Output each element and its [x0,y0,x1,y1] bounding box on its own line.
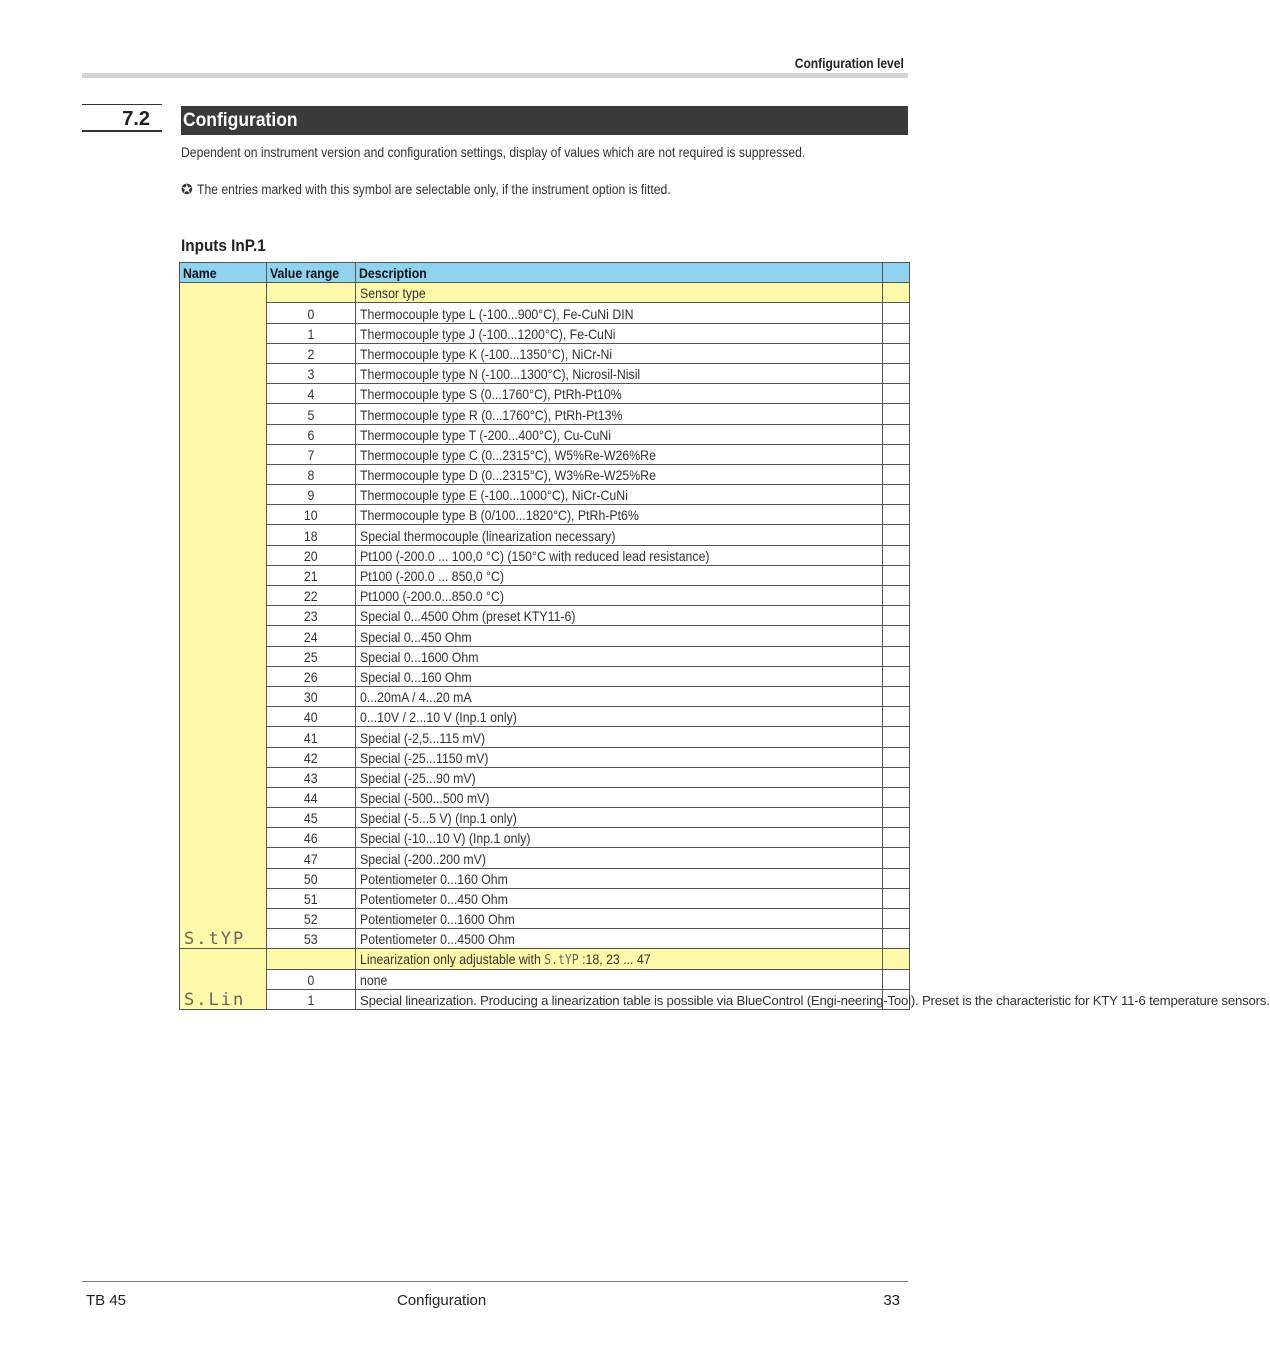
extra-cell [883,565,910,585]
option-value: 23 [267,606,356,626]
table-row [180,444,910,464]
table-row [180,485,910,505]
option-description: none [356,969,883,989]
extra-cell [883,505,910,525]
footer-rule [82,1281,908,1282]
table-row [180,848,910,868]
option-value: 7 [267,444,356,464]
extra-cell [883,363,910,383]
section-title: Configuration [183,110,298,131]
option-description: Thermocouple type L (-100...900°C), Fe-CuNi DIN [356,303,883,323]
option-value: 0 [267,969,356,989]
parameter-name [180,949,267,1010]
table-row [180,646,910,666]
footer-doc-id: TB 45 [86,1292,127,1309]
option-value: 46 [267,828,356,848]
extra-cell [883,888,910,908]
extra-cell [883,545,910,565]
option-description: Thermocouple type D (0...2315°C), W3%Re-W25%Re [356,464,883,484]
footer-chapter: Configuration [397,1292,487,1309]
parameter-description [356,949,883,969]
option-value: 2 [267,343,356,363]
extra-cell [883,464,910,484]
extra-cell [883,868,910,888]
table-row [180,707,910,727]
option-description: Special 0...450 Ohm [356,626,883,646]
option-value: 5 [267,404,356,424]
option-value: 44 [267,787,356,807]
table-row [180,464,910,484]
option-value: 51 [267,888,356,908]
parameter-description-text: Sensor type [360,285,426,302]
table-row [180,868,910,888]
extra-cell [883,384,910,404]
option-description: Special linearization. Producing a linearization table is possible via BlueControl (Engi-neering-Tool). Preset is the characteristic for KTY 11-6 temperature sensors. [356,989,883,1009]
extra-cell [883,767,910,787]
option-description: Special (-2,5...115 mV) [356,727,883,747]
extra-cell [883,666,910,686]
table-row [180,303,910,323]
extra-cell [883,909,910,929]
extra-cell [883,626,910,646]
parameter-code: S.Lin [184,989,246,1010]
extra-cell [883,586,910,606]
table-row [180,888,910,908]
parameter-value-cell [267,949,356,969]
parameter-name [180,283,267,949]
extra-cell [883,727,910,747]
subsection-heading [181,236,275,256]
table-row [180,343,910,363]
section-title-bar [181,106,908,135]
table-row [180,989,910,1009]
option-description: Special thermocouple (linearization necessary) [356,525,883,545]
table-row [180,505,910,525]
table-row [180,909,910,929]
option-description: 0...20mA / 4...20 mA [356,686,883,706]
option-value: 41 [267,727,356,747]
header-value-range: Value range [267,263,356,283]
option-value: 22 [267,586,356,606]
table-row [180,586,910,606]
table-header-row [180,263,910,283]
option-description: Thermocouple type K (-100...1350°C), NiCr-Ni [356,343,883,363]
table-row [180,808,910,828]
option-description: Special (-25...90 mV) [356,767,883,787]
extra-cell [883,808,910,828]
extra-cell [883,303,910,323]
extra-cell [883,606,910,626]
option-value: 21 [267,565,356,585]
extra-cell [883,949,910,969]
extra-cell [883,343,910,363]
option-value: 25 [267,646,356,666]
option-value: 8 [267,464,356,484]
extra-cell [883,828,910,848]
option-symbol-icon: ✪ [181,181,193,197]
option-value: 42 [267,747,356,767]
option-value: 3 [267,363,356,383]
extra-cell [883,444,910,464]
table-row [180,363,910,383]
table-row [180,565,910,585]
option-value: 40 [267,707,356,727]
option-description: Special 0...1600 Ohm [356,646,883,666]
option-value: 18 [267,525,356,545]
option-value: 1 [267,989,356,1009]
extra-cell [883,787,910,807]
header-extra [883,263,910,283]
option-description: Thermocouple type J (-100...1200°C), Fe-CuNi [356,323,883,343]
option-value: 50 [267,868,356,888]
extra-cell [883,747,910,767]
option-value: 20 [267,545,356,565]
table-row [180,404,910,424]
extra-cell [883,525,910,545]
option-value: 24 [267,626,356,646]
option-description: Thermocouple type E (-100...1000°C), NiCr-CuNi [356,485,883,505]
extra-cell [883,323,910,343]
option-description: Pt1000 (-200.0...850.0 °C) [356,586,883,606]
extra-cell [883,707,910,727]
option-value: 4 [267,384,356,404]
option-description: Special (-200..200 mV) [356,848,883,868]
option-value: 47 [267,848,356,868]
option-value: 52 [267,909,356,929]
extra-cell [883,969,910,989]
intro-text: Dependent on instrument version and configuration settings, display of values which are not required is suppressed. [181,144,806,160]
option-description: Potentiometer 0...450 Ohm [356,888,883,908]
option-note [181,181,908,198]
option-description: Special (-25...1150 mV) [356,747,883,767]
option-value: 9 [267,485,356,505]
header-description: Description [356,263,883,283]
table-row [180,626,910,646]
intro-paragraph [181,144,908,160]
table-row [180,666,910,686]
option-description: Potentiometer 0...1600 Ohm [356,909,883,929]
table-row [180,747,910,767]
table-row [180,828,910,848]
option-description: Special (-10...10 V) (Inp.1 only) [356,828,883,848]
option-value: 53 [267,929,356,949]
table-row [180,525,910,545]
table-row [180,929,910,949]
header-rule [82,73,908,78]
table-row [180,384,910,404]
option-description: 0...10V / 2...10 V (Inp.1 only) [356,707,883,727]
extra-cell [883,424,910,444]
extra-cell [883,848,910,868]
parameter-table [179,262,1270,1010]
table-row [180,606,910,626]
table-row [180,969,910,989]
parameter-value-cell [267,283,356,303]
parameter-reference-code: S.tYP [544,952,579,968]
option-description: Special 0...160 Ohm [356,666,883,686]
table-row [180,727,910,747]
option-description: Thermocouple type T (-200...400°C), Cu-CuNi [356,424,883,444]
parameter-row [180,283,910,303]
option-note-text: The entries marked with this symbol are selectable only, if the instrument option is fitted. [196,181,671,197]
header-name: Name [180,263,267,283]
table-row [180,767,910,787]
option-value: 30 [267,686,356,706]
option-description: Thermocouple type C (0...2315°C), W5%Re-W26%Re [356,444,883,464]
parameter-row [180,949,910,969]
option-description: Special (-5...5 V) (Inp.1 only) [356,808,883,828]
table-row [180,686,910,706]
footer-page-number: 33 [883,1292,900,1309]
extra-cell [883,686,910,706]
section-number: 7.2 [82,104,162,132]
option-description: Thermocouple type R (0...1760°C), PtRh-Pt13% [356,404,883,424]
option-value: 0 [267,303,356,323]
option-description: Special 0...4500 Ohm (preset KTY11-6) [356,606,883,626]
option-description: Potentiometer 0...4500 Ohm [356,929,883,949]
option-description: Pt100 (-200.0 ... 100,0 °C) (150°C with reduced lead resistance) [356,545,883,565]
option-value: 6 [267,424,356,444]
parameter-code: S.tYP [184,929,246,950]
parameter-description [356,283,883,303]
option-value: 45 [267,808,356,828]
table-row [180,787,910,807]
option-description: Special (-500...500 mV) [356,787,883,807]
table-body [180,283,1270,1010]
option-value: 1 [267,323,356,343]
option-description: Potentiometer 0...160 Ohm [356,868,883,888]
option-value: 43 [267,767,356,787]
running-head: Configuration level [794,55,904,71]
extra-cell [883,404,910,424]
option-value: 26 [267,666,356,686]
option-description: Thermocouple type N (-100...1300°C), Nicrosil-Nisil [356,363,883,383]
table-row [180,323,910,343]
extra-cell [883,485,910,505]
option-description: Pt100 (-200.0 ... 850,0 °C) [356,565,883,585]
table-row [180,424,910,444]
subsection-heading-text: Inputs InP.1 [181,236,266,255]
table-row [180,545,910,565]
parameter-description-prefix: Linearization only adjustable with [360,950,545,967]
extra-cell [883,283,910,303]
option-description: Thermocouple type S (0...1760°C), PtRh-Pt10% [356,384,883,404]
option-description: Thermocouple type B (0/100...1820°C), PtRh-Pt6% [356,505,883,525]
parameter-description-suffix: :18, 23 ... 47 [578,950,651,967]
extra-cell [883,929,910,949]
extra-cell [883,646,910,666]
option-value: 10 [267,505,356,525]
